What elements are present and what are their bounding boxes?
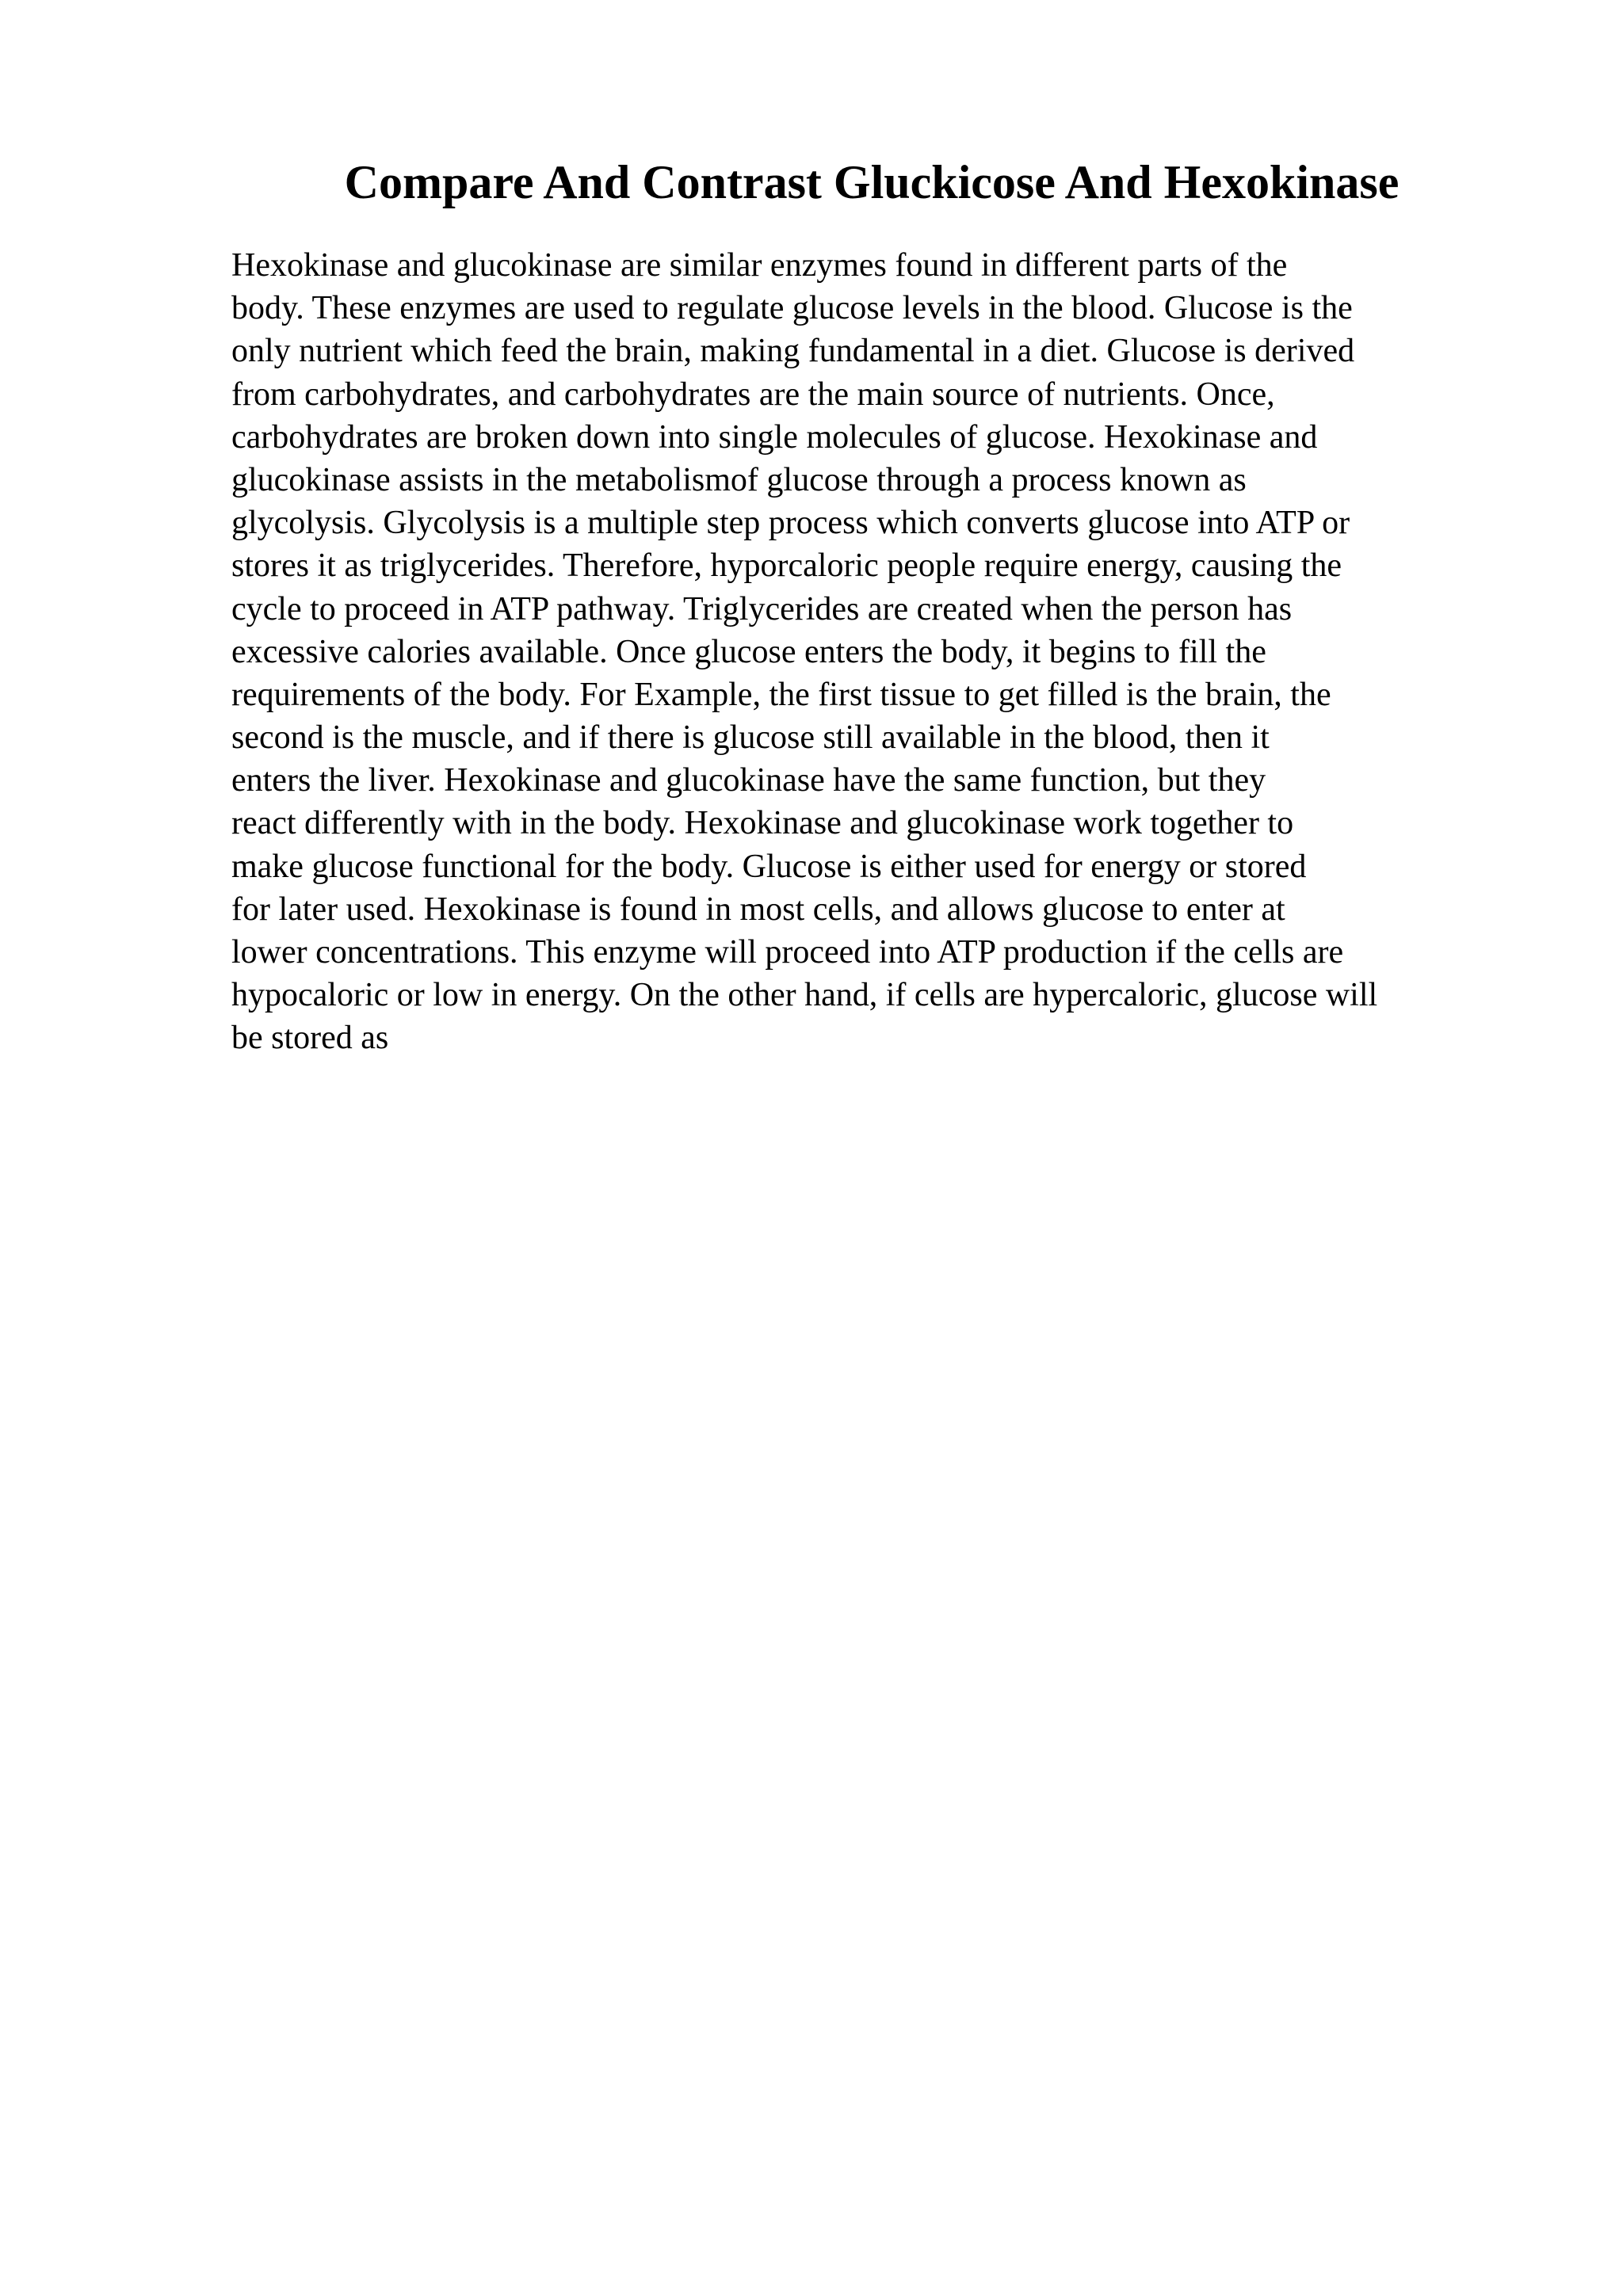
body-line: second is the muscle, and if there is glucose still available in the blood, then it <box>231 719 1270 757</box>
body-line: make glucose functional for the body. Glucose is either used for energy or stored <box>231 848 1307 885</box>
body-line: carbohydrates are broken down into single molecules of glucose. Hexokinase and <box>231 418 1318 456</box>
body-line: lower concentrations. This enzyme will proceed into ATP production if the cells are <box>231 934 1344 971</box>
body-line: from carbohydrates, and carbohydrates are the main source of nutrients. Once, <box>231 376 1275 413</box>
body-line: only nutrient which feed the brain, making fundamental in a diet. Glucose is derived <box>231 333 1355 370</box>
body-line: hypocaloric or low in energy. On the other hand, if cells are hypercaloric, glucose will <box>231 977 1378 1014</box>
body-line: requirements of the body. For Example, the first tissue to get filled is the brain, the <box>231 676 1331 713</box>
body-line: enters the liver. Hexokinase and glucokinase have the same function, but they <box>231 762 1266 799</box>
document-title: Compare And Contrast Gluckicose And Hexokinase <box>344 156 1400 208</box>
body-line: glucokinase assists in the metabolismof glucose through a process known as <box>231 461 1247 498</box>
body-line: body. These enzymes are used to regulate glucose levels in the blood. Glucose is the <box>231 290 1353 327</box>
body-line: glycolysis. Glycolysis is a multiple step process which converts glucose into ATP or <box>231 505 1350 542</box>
body-line: cycle to proceed in ATP pathway. Triglycerides are created when the person has <box>231 590 1293 627</box>
body-line: be stored as <box>231 1020 389 1057</box>
body-line: Hexokinase and glucokinase are similar enzymes found in different parts of the <box>231 247 1288 284</box>
document-body <box>231 244 1594 1060</box>
body-line: react differently with in the body. Hexokinase and glucokinase work together to <box>231 805 1294 842</box>
body-line: for later used. Hexokinase is found in most cells, and allows glucose to enter at <box>231 891 1285 928</box>
body-line: stores it as triglycerides. Therefore, hyporcaloric people require energy, causing the <box>231 547 1342 585</box>
body-line: excessive calories available. Once glucose enters the body, it begins to fill the <box>231 633 1266 670</box>
